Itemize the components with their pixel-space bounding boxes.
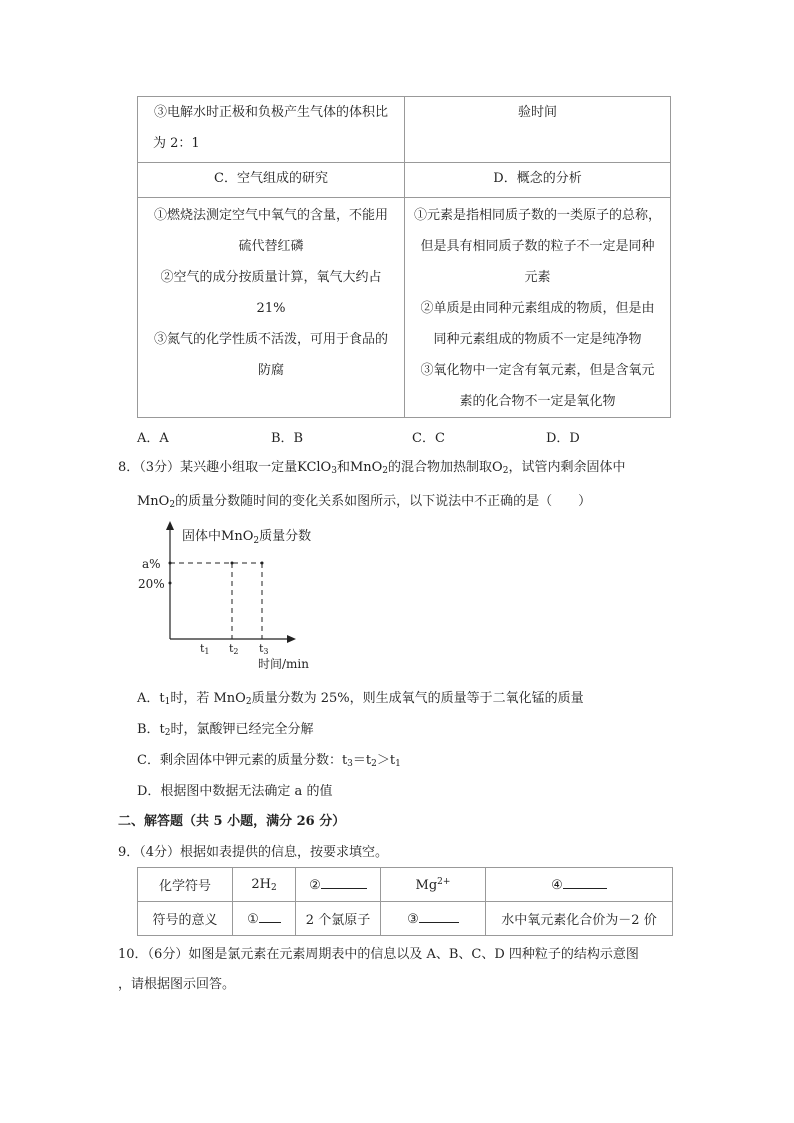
cell-line: 但是具有相同质子数的粒子不一定是同种	[420, 239, 655, 254]
cell-text: 水中氧元素化合价为－2 价	[501, 913, 657, 928]
cell-line: 硫代替红磷	[238, 239, 304, 254]
option-text: 时，氯酸钾已经完全分解	[170, 722, 314, 737]
answer-blank[interactable]	[563, 876, 607, 889]
ytick-label-20: 20%	[138, 577, 165, 591]
q10-stem-line2: ，请根据图示回答。	[118, 977, 236, 992]
option-text: D．根据图中数据无法确定 a 的值	[137, 784, 333, 799]
q8-text: 某兴趣小组取一定量	[180, 460, 298, 475]
answer-blank[interactable]	[259, 910, 281, 923]
cell-line: ②单质是由同种元素组成的物质，但是由	[420, 301, 655, 316]
y-axis-arrow	[166, 521, 174, 530]
cell-text: D．概念的分析	[493, 171, 582, 186]
row-label: 化学符号	[158, 879, 211, 894]
q7-option-d: D．D	[546, 431, 580, 446]
q8-text: 的混合物加热制取	[388, 460, 493, 475]
q8-score: （3分）	[139, 460, 181, 475]
blank-number: ②	[309, 878, 321, 893]
subscript: 1	[164, 697, 171, 707]
option-text: ＞t	[376, 753, 396, 768]
q8-option-b	[137, 718, 314, 738]
formula: KClO	[297, 460, 332, 475]
option-text: A．t	[137, 691, 165, 706]
table-cell	[405, 163, 671, 198]
cell-line: ③电解水时正极和负极产生气体的体积比	[153, 105, 388, 120]
cell-text: 验时间	[517, 105, 557, 120]
mno2-fraction-chart	[130, 518, 330, 674]
table-row	[138, 97, 671, 163]
option-text: ＝t	[352, 753, 372, 768]
table-cell	[138, 868, 233, 902]
ytick-dot-20	[169, 582, 172, 585]
q8-number: 8．	[118, 460, 140, 475]
option-text: 质量分数为 25%，则生成氧气的质量等于二氧化锰的质量	[251, 691, 584, 706]
row-label: 符号的意义	[152, 913, 218, 928]
cell-line: ②空气的成分按质量计算，氧气大约占	[160, 270, 382, 285]
cell-line: ③氧化物中一定含有氧元素，但是含氧元	[420, 363, 655, 378]
xtick-label-t1: t1	[200, 642, 210, 656]
table-cell	[296, 902, 381, 936]
q8-text: 的质量分数随时间的变化关系如图所示，以下说法中不正确的是（ ）	[175, 494, 592, 509]
q7-option-a: A．A	[137, 431, 169, 446]
table-row	[138, 198, 671, 418]
subscript: 2	[245, 697, 252, 707]
q9-table	[137, 867, 673, 936]
chart-title: 固体中MnO$_2$质量分数	[182, 529, 312, 546]
subscript: 2	[502, 466, 509, 476]
q8-stem-line2	[137, 490, 591, 510]
subscript: 3	[331, 466, 337, 476]
point-t2	[231, 562, 234, 565]
cell-line: ①元素是指相同质子数的一类原子的总称，	[413, 208, 661, 223]
option-text: B．t	[137, 722, 165, 737]
blank-number: ①	[247, 912, 259, 927]
cell-line: ③氮气的化学性质不活泼，可用于食品的	[153, 332, 388, 347]
table-cell	[296, 868, 381, 902]
table-row	[138, 902, 673, 936]
option-text: 时，若 MnO	[170, 691, 246, 706]
cell-line: ①燃烧法测定空气中氧气的含量，不能用	[153, 208, 388, 223]
q8-option-c	[137, 749, 401, 769]
table-row	[138, 868, 673, 902]
q10-stem-line1: 10．（6分）如图是氯元素在元素周期表中的信息以及 A、B、C、D 四种粒子的结构示意图	[118, 947, 639, 962]
answer-blank[interactable]	[419, 910, 459, 923]
table-cell	[233, 902, 296, 936]
table-cell	[138, 198, 405, 418]
cell-line: 素的化合物不一定是氧化物	[459, 394, 616, 409]
xtick-label-t3: t3	[259, 642, 269, 656]
section-title: 二、解答题（共 5 小题，满分 26 分）	[118, 814, 346, 829]
subscript: 2	[371, 759, 377, 769]
subscript: 1	[395, 759, 401, 769]
q7-option-b: B．B	[271, 431, 304, 446]
table-cell	[381, 868, 486, 902]
formula: MnO	[349, 460, 383, 475]
formula: MnO	[137, 494, 170, 509]
superscript: 2+	[437, 876, 451, 887]
q8-text: 和	[336, 460, 350, 475]
formula: Mg	[415, 877, 438, 893]
comparison-table	[137, 96, 671, 418]
x-axis-arrow	[287, 635, 296, 643]
cell-text: 2 个氯原子	[305, 913, 371, 928]
table-cell	[486, 902, 673, 936]
xtick-label-t2: t2	[229, 642, 239, 656]
option-text: C．剩余固体中钾元素的质量分数：t	[137, 753, 348, 768]
table-cell	[138, 97, 405, 163]
ytick-label-a: a%	[142, 557, 161, 571]
q8-option-d	[137, 780, 332, 799]
formula: 2H	[251, 876, 271, 892]
subscript: 2	[270, 882, 277, 893]
table-row	[138, 163, 671, 198]
cell-line: 为 2：1	[153, 136, 200, 151]
q9-stem: 9．（4分）根据如表提供的信息，按要求填空。	[118, 845, 389, 860]
table-cell	[138, 902, 233, 936]
q7-option-c: C．C	[412, 431, 445, 446]
subscript: 2	[164, 728, 171, 738]
table-cell	[486, 868, 673, 902]
cell-line: 同种元素组成的物质不一定是纯净物	[433, 332, 642, 347]
cell-text: C．空气组成的研究	[214, 171, 328, 186]
subscript: 2	[382, 466, 389, 476]
subscript: 3	[347, 759, 353, 769]
q8-option-a	[137, 687, 584, 707]
table-cell	[381, 902, 486, 936]
table-cell	[138, 163, 405, 198]
table-cell	[233, 868, 296, 902]
answer-blank[interactable]	[321, 876, 367, 889]
formula: O	[492, 460, 503, 475]
table-cell	[405, 97, 671, 163]
subscript: 2	[169, 500, 176, 510]
blank-number: ③	[407, 912, 419, 927]
point-t3	[261, 562, 264, 565]
x-axis-label: 时间/min	[258, 657, 309, 671]
blank-number: ④	[551, 878, 563, 893]
cell-line: 元素	[524, 270, 551, 285]
cell-line: 防腐	[257, 363, 284, 378]
q8-text: ，试管内剩余固体中	[508, 460, 626, 475]
q8-stem-line1	[118, 458, 625, 481]
cell-line: 21%	[256, 301, 286, 316]
table-cell	[405, 198, 671, 418]
